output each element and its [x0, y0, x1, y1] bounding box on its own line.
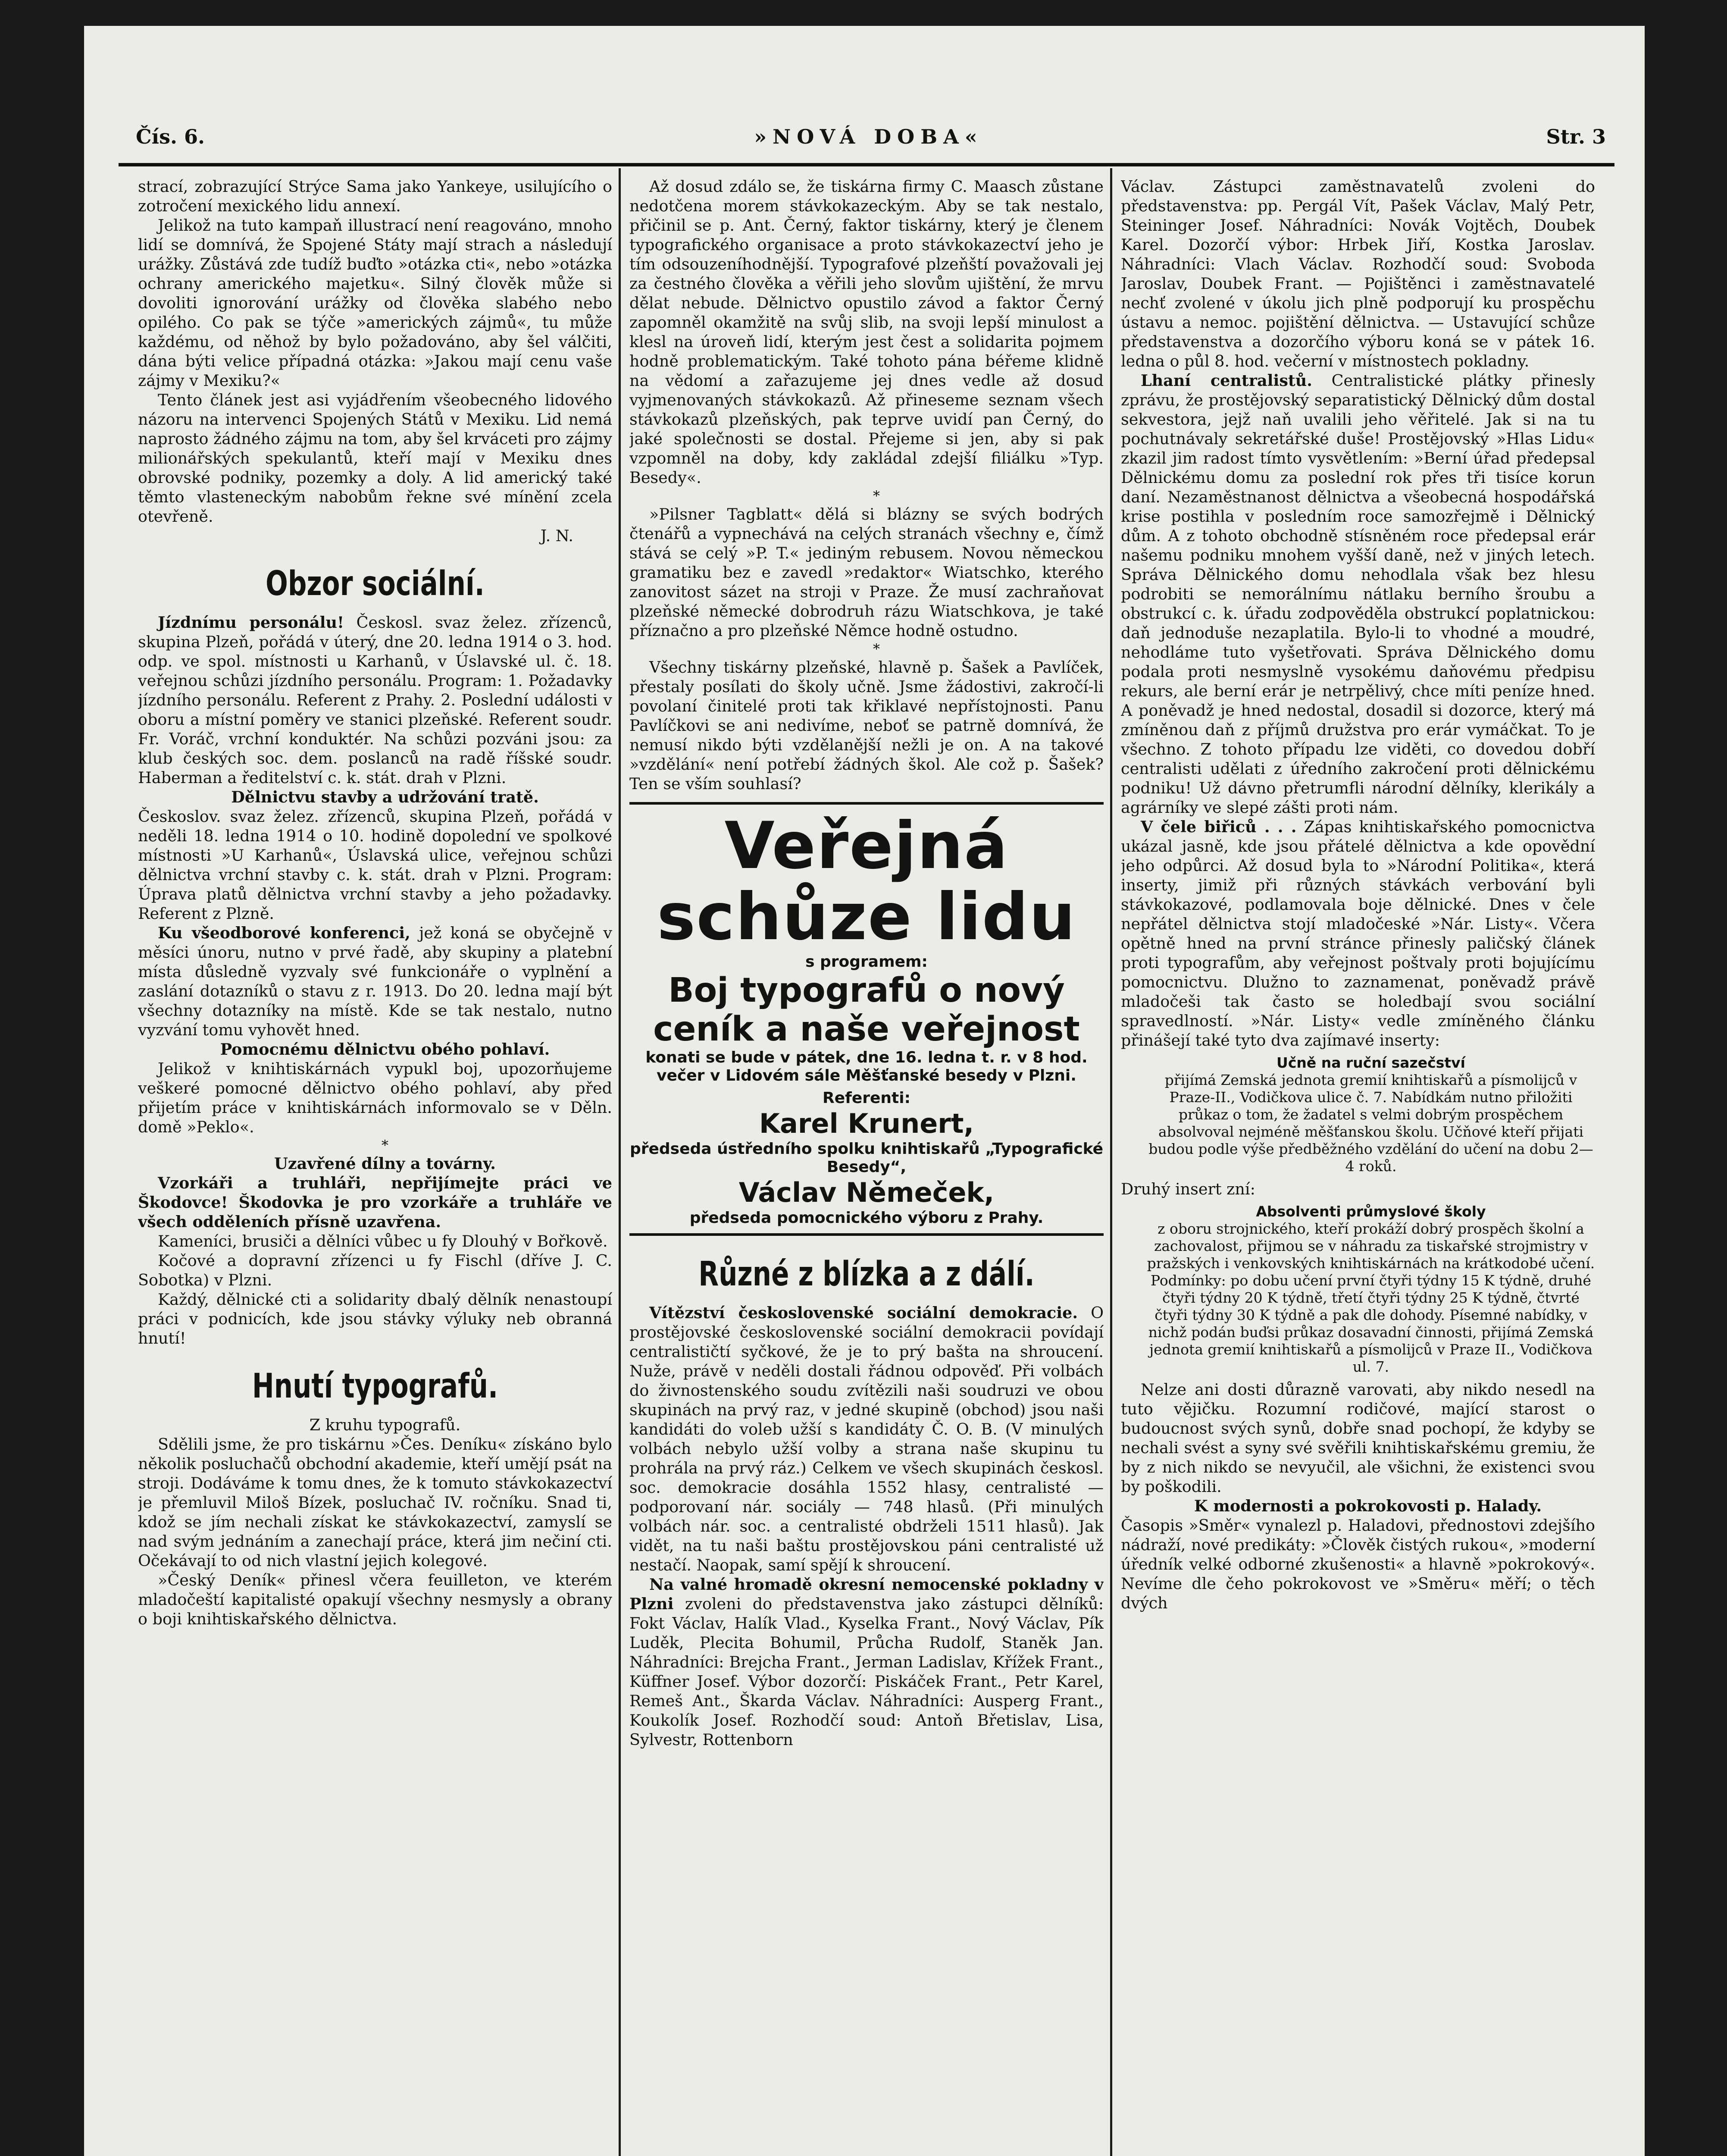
separator-star: * — [382, 1137, 388, 1153]
paragraph-heading: Lhaní centralistů. — [1141, 371, 1313, 390]
page-header — [136, 112, 1606, 160]
ad-program-label: s programem: — [805, 953, 928, 971]
section-title: Hnutí typografů. — [252, 1367, 498, 1406]
paragraph — [1121, 817, 1595, 1050]
paragraph: Jelikož v knihtiskárnách vypukl boj, upozorňujeme veškeré pomocné dělnictvo obého pohlaví, aby před přijetím práce v knihtiskárnách informovalo se v Děln. domě »Peklo«. — [138, 1059, 612, 1136]
paragraph-text: O prostějovské československé sociální demokracii povídají centralističtí syčkové, že je to prý bašta na shroucení. Nuže, právě v neděli dostali řádnou odpověď. Při volbách do živnostenského soudu zvítězili naši soudruzi ve obou skupinách na prvý raz, v jedné skupině (obchod) jsou naši kandidáti do voleb užší s kandidáty Č. O. B. (V minulých volbách nebylo užší volby a strana naše skupinu tu prohrála na prvý ráz.) Celkem ve všech skupinách českosl. soc. demokracie dosáhla 1552 hlasy, centralisté — podporovaní nár. sociály — 748 hlasů. (Při minulých volbách nár. soc. a centralisté obdrželi 1511 hlasů). Jak vidět, na tu naši baštu prostějovskou páni centralisté už nestačí. Naopak, samí spějí k shroucení. — [629, 1304, 1104, 1574]
paragraph: Tento článek jest asi vyjádřením všeobecného lidového názoru na intervenci Spojených Států v Mexiku. Lid nemá naprosto žádného zájmu na tom, aby šel krváceti pro zájmy milionářských spekulantů, kteří mají v Mexiku dnes obrovské podniky, pozemky a doly. A lid americký také těmto vlasteneckým nabobům řekne své mínění zcela otevřeně. — [138, 391, 612, 526]
quoted-insert — [1147, 1054, 1595, 1175]
paragraph — [138, 923, 612, 1040]
paragraph: Kočové a dopravní zřízenci u fy Fischl (dříve J. C. Sobotka) v Plzni. — [138, 1251, 612, 1289]
paragraph: Časopis »Směr« vynalezl p. Haladovi, přednostovi zdejšího nádraží, nové predikáty: »Člověk čistých rukou«, »moderní úředník velké odborné zkušenosti« a hlavně »pokrokový«. Nevíme dle čeho pokrokovost ve »Směru« měří; o těch dvých — [1121, 1516, 1595, 1612]
heading-text: Dělnictvu stavby a udržování tratě. — [231, 788, 539, 806]
insert-text: z oboru strojnického, kteří prokáží dobrý prospěch školní a zachovalost, přijmou se v náhradu za tiskařské strojmistry v pražských i venkovských knihtiskárnách na krátkodobé učení. Podmínky: po dobu učení první čtyři týdny 15 K týdně, druhé čtyři týdny 20 K týdně, třetí čtyři týdny 25 K týdně, čtvrté čtyři týdny 30 K týdně a pak dle dohody. Písemné nabídky, v nichž podán buďsi průkaz dosavadní činnosti, přijímá Zemská jednota gremií knihtiskařů a písmolijců v Praze II., Vodičkova ul. 7. — [1147, 1220, 1595, 1375]
heading-text: Pomocnému dělnictvu obého pohlaví. — [220, 1040, 550, 1059]
paragraph-heading: Ku všeodborové konferenci, — [158, 924, 410, 942]
column-3 — [1121, 177, 1595, 2156]
paragraph: Václav. Zástupci zaměstnavatelů zvoleni do představenstva: pp. Pergál Vít, Pašek Václav, Malý Petr, Steininger Josef. Náhradníci: Novák Vojtěch, Doubek Karel. Dozorčí výbor: Hrbek Jiří, Kostka Jaroslav. Náhradníci: Vlach Václav. Rozhodčí soud: Svoboda Jaroslav, Doubek Frant. — Pojištěnci i zaměstnavatelé nechť zvolené v úkolu jich plně podporují ku prospěchu ústavu a nemoc. pojištění dělnictva. — Ustavující schůze představenstva a dozorčího výboru koná se v pátek 16. ledna o půl 8. hod. večerní v místnostech pokladny. — [1121, 177, 1595, 370]
paragraph-text: Centralistické plátky přinesly zprávu, že prostějovský separatistický Dělnický dům dostal sekvestora, jejž naň uvalili jeho věřitelé. Jak si na tu pochutnávaly sekretářské duše! Prostějovský »Hlas Lidu« zkazil jim radost tímto vysvětlením: »Berní úřad předepsal Dělnickému domu za poslední rok přes tři tisíce korun daní. Nezaměstnanost dělnictva a všeobecná hospodářská krise postihla v posledním roce samozřejmě i Dělnický dům. A z tohoto obchodně stísněném roce předepsal erár našemu podniku mnohem vyšší daně, než v jiných letech. Správa Dělnického domu nehodlala však bez hlesu podrobiti se nemorálnímu nátlaku berního šroubu a obstrukcí c. k. úřadu zodpověděla obstrukcí poplatnickou: daň jednoduše nezaplatila. Bylo-li to vhodné a moudré, nehodláme tuto vyšetřovati. Správa Dělnického domu podala proti nesmyslně vysokému daňovému předpisu rekurs, ale berní erár je netrpělivý, chce míti peníze hned. A poněvadž je hned nedostal, dosadil si dozorce, který má zmíněnou daň z příjmů družstva pro erár vymáčkat. To je všechno. Z tohoto případu lze viděti, co dovedou dobří centralisti udělati z úředního zakročení proti dělnickému podniku! Už dávno přetrumfli národní dělníky, klerikály a agrárníky ve slepé zášti proti nám. — [1121, 371, 1595, 817]
paragraph: Všechny tiskárny plzeňské, hlavně p. Šašek a Pavlíček, přestaly posílati do školy učně. Jsme žádostivi, zakročí-li povolaní činitelé proti tak křiklavé nepřístojnosti. Panu Pavlíčkovi se ani nedivíme, neboť se patrně domnívá, že nemusí nikdo býti vzdělanější nežli je on. A na takové »vzdělání« není potřebí žádných škol. Ale což p. Šašek? Ten se vším souhlasí? — [629, 658, 1104, 793]
paragraph-heading — [1121, 1496, 1595, 1516]
paragraph-heading: Jízdnímu personálu! — [158, 613, 344, 632]
paragraph-text: zvoleni do představenstva jako zástupci dělníků: Fokt Václav, Halík Vlad., Kyselka Frant., Nový Václav, Pík Luděk, Plecita Bohumil, Průcha Rudolf, Staněk Jan. Náhradníci: Brejcha Frant., Jerman Ladislav, Křížek Frant., Küffner Josef. Výbor dozorčí: Piskáček Frant., Petr Karel, Remeš Ant., Škarda Václav. Náhradníci: Ausperg Frant., Koukolík Josef. Rozhodčí soud: Antoň Břetislav, Lisa, Sylvestr, Rottenborn — [629, 1595, 1104, 1749]
paragraph-text: jež koná se obyčejně v měsíci únoru, nutno v prvé řadě, aby skupiny a platební místa důsledně vyzvaly své funkcionáře o vyplnění a zaslání dotazníků o stavu z r. 1913. Do 20. ledna mají být všechny dotazníky na místě. Kde se tak nestalo, nutno vyzvání tomu vyhovět hned. — [138, 924, 612, 1039]
ad-referents-label: Referenti: — [823, 1089, 910, 1107]
ad-date-place: konati se bude v pátek, dne 16. ledna t. r. v 8 hod. večer v Lidovém sále Měšťanské besedy v Plzni. — [645, 1049, 1088, 1084]
paragraph: Nelze ani dosti důrazně varovati, aby nikdo nesedl na tuto vějičku. Rozumní rodičové, mající starost o budoucnost svých synů, dobře snad pochopí, že kdyby se nechali svést a syny své svěřili knihtiskařskému gremiu, že by z nich nikdo se nevyučil, ale všichni, že existenci svou by poškodili. — [1121, 1380, 1595, 1496]
paragraph: Až dosud zdálo se, že tiskárna firmy C. Maasch zůstane nedotčena morem stávkokazeckým. Aby se tak nestalo, přičinil se p. Ant. Černý, faktor tiskárny, který je členem typografického organisace a proto stávkokazectví jeho je tím odsouzeníhodnější. Typografové plzeňští považovali jej za čestného člověka a věřili jeho slovům ujištění, že mrvu dělat nebude. Dělnictvo opustilo závod a faktor Černý zapomněl okamžitě na svůj slib, na svoji lepší minulost a klesl na úroveň lidí, kterým jest čest a solidarita pojmem hodně problematickým. Také tohoto pána béřeme klidně na vědomí a zařazujeme jej dnes vedle až dosud vyjmenovaných stávkokazů. Až přineseme seznam všech stávkokazů plzeňských, pak teprve uvidí pan Černý, do jaké společnosti se dostal. Přejeme si jen, aby si pak vzpomněl na doby, kdy zakládal zdejší filiálku »Typ. Besedy«. — [629, 177, 1104, 487]
insert-text: přijímá Zemská jednota gremií knihtiskařů a písmolijců v Praze-II., Vodičkova ulice č. 7. Nabídkám nutno přiložiti průkaz o tom, že žadatel s velmi dobrým prospěchem absolvoval nejméně měšťanskou školu. Učňové kteří přijati budou podle výše předběžného vzdělání do učení na dobu 2—4 roků. — [1148, 1072, 1593, 1175]
page-number: Str. 3 — [1546, 125, 1606, 148]
paragraph: »Český Deník« přinesl včera feuilleton, ve kterém mladočeští kapitalisté opakují všechny nesmysly a obrany o boji knihtiskařského dělnictva. — [138, 1571, 612, 1628]
section-title: Různé z blízka a z dálí. — [698, 1255, 1035, 1294]
section-title: Obzor sociální. — [266, 564, 485, 603]
paragraph: Sdělili jsme, že pro tiskárnu »Čes. Deníku« získáno bylo několik posluchačů obchodní akademie, kteří umějí psát na stroji. Dodáváme k tomu dnes, že k tomuto stávkokazectví je přemluvil Miloš Bízek, posluchač IV. ročníku. Snad ti, kdož se jím nechali získat ke stávkokazectví, zamyslí se nad svým jednáním a zanechají práce, která jim nečiní cti. Očekávají to od nich vlastní jejich kolegové. — [138, 1435, 612, 1570]
paragraph: Druhý insert zní: — [1121, 1180, 1255, 1198]
ad-title-line-2: schůze lidu — [657, 880, 1076, 955]
subtitle: Z kruhu typografů. — [309, 1416, 461, 1434]
paragraph-heading: Vítězství československé sociální demokracie. — [649, 1304, 1078, 1322]
subsection-heading — [138, 1154, 612, 1173]
separator-star: * — [873, 641, 880, 657]
paragraph — [138, 1173, 612, 1232]
paragraph — [1121, 371, 1595, 817]
paragraph — [138, 613, 612, 787]
quoted-insert — [1147, 1203, 1595, 1376]
advertisement-box — [629, 802, 1104, 1236]
paragraph-text: Českosl. svaz želez. zřízenců, skupina Plzeň, pořádá v úterý, dne 20. ledna 1914 o 3. hod. odp. ve spol. místnosti u Karhanů, v Úslavské ul. č. 18. veřejnou schůzi jízdního personálu. Program: 1. Požadavky jízdního personálu. Referent z Prahy. 2. Poslední události v oboru a místní poměry ve stanici plzeňské. Referent soudr. Fr. Voráč, vrchní konduktér. Na schůzi pozváni jsou: za klub českých soc. dem. poslanců na radě říšské soudr. Haberman a ředitelství c. k. stát. drah v Plzni. — [138, 613, 612, 787]
signature: J. N. — [540, 526, 573, 545]
column-divider-1 — [619, 168, 621, 2156]
paragraph-heading — [138, 787, 612, 807]
heading-text: K modernosti a pokrokovosti p. Halady. — [1194, 1497, 1542, 1515]
separator-star: * — [873, 488, 880, 504]
paragraph-heading — [138, 1040, 612, 1059]
column-2 — [629, 177, 1104, 2156]
ad-topic-line-1: Boj typografů o nový — [668, 971, 1065, 1010]
emphasis-text: Vzorkáři a truhláři, nepřijímejte práci ve Škodovce! Škodovka je pro vzorkáře a truhláře ve všech odděleních přísně uzavřena. — [138, 1174, 612, 1231]
ad-referent-name: Václav Němeček, — [738, 1177, 995, 1208]
paragraph: Českoslov. svaz želez. zřízenců, skupina Plzeň, pořádá v neděli 18. ledna 1914 o 10. hodině dopolední ve spolkové místnosti »U Karhanů«, Úslavská ulice, veřejnou schůzi dělnictva vrchní stavby c. k. stát. drah v Plzni. Program: Úprava platů dělnictva vrchní stavby a jeho požadavky. Referent z Plzně. — [138, 807, 612, 923]
insert-title: Absolventi průmyslové školy — [1256, 1203, 1486, 1220]
insert-title: Učně na ruční sazečství — [1276, 1054, 1465, 1071]
issue-number: Čís. 6. — [136, 125, 205, 148]
column-divider-2 — [1110, 168, 1112, 2156]
ad-referent-name: Karel Krunert, — [759, 1108, 974, 1139]
heading-text: Uzavřené dílny a továrny. — [274, 1154, 496, 1173]
paragraph: »Pilsner Tagblatt« dělá si blázny se svých bodrých čtenářů a vypnechává na celých stranách všechny e, čímž stává se celý »P. T.« jediným rebusem. Novou německou gramatiku bez e zavedl »redaktor« Wiatschko, kterého zanovitost sázet na stroji v Praze. Že musí zachraňovat plzeňské německé dobrodruh rázu Wiatschkova, je také příznačno a pro plzeňské Němce hodně ostudno. — [629, 505, 1104, 640]
ad-title-line-1: Veřejná — [724, 808, 1009, 884]
paragraph-text: Zápas knihtiskařského pomocnictva ukázal jasně, kde jsou přátelé dělnictva a kde opovědní jeho odpůrci. Až dosud byla to »Národní Politika«, která inserty, jimiž při různých stávkách verbování byli stávkokazové, podlamovala boje dělnické. Dnes v čele nepřátel dělnictva stojí mladočeské »Nár. Listy«. Včera opětně hned na první stránce přinesly paličský článek proti typografům, aby veřejnost poštvaly proti bojujícímu pomocnictvu. Dlužno to zaznamenat, poněvadž právě mladočeši tak často se holedbají svou sociální spravedlností. »Nár. Listy« vedle zmíněného článku přinášejí také tyto dva zajímavé inserty: — [1121, 818, 1595, 1050]
ad-referent-desc: předseda pomocnického výboru z Prahy. — [689, 1209, 1044, 1227]
paragraph-heading: V čele biřiců . . . — [1141, 818, 1297, 836]
ad-topic-line-2: ceník a naše veřejnost — [653, 1010, 1080, 1049]
paragraph — [629, 1575, 1104, 1749]
header-rule — [119, 163, 1614, 166]
newspaper-page — [84, 26, 1645, 2156]
masthead: »NOVÁ DOBA« — [754, 125, 983, 148]
ad-referent-desc: předseda ústředního spolku knihtiskařů „Typografické Besedy“, — [629, 1140, 1104, 1176]
paragraph: Kameníci, brusiči a dělníci vůbec u fy Dlouhý v Bořkově. — [158, 1232, 608, 1250]
paragraph — [629, 1303, 1104, 1575]
paragraph: strací, zobrazující Strýce Sama jako Yankeye, usilujícího o zotročení mexického lidu annexí. — [138, 177, 612, 215]
paragraph: Každý, dělnické cti a solidarity dbalý dělník nenastoupí práci v podnicích, kde jsou stávky výluky neb obranná hnutí! — [138, 1290, 612, 1348]
paragraph: Jelikož na tuto kampaň illustrací není reagováno, mnoho lidí se domnívá, že Spojené Státy mají strach a následují urážky. Zůstává zde tudíž buďto »otázka cti«, nebo »otázka ochrany amerického majetku«. Silný člověk může si dovoliti ignorování urážky od člověka slabého nebo opilého. Co pak se týče »amerických zájmů«, tu může každému, od něhož by bylo požadováno, aby šel válčiti, dána býti velice případná otázka: »Jakou mají cenu vaše zájmy v Mexiku?« — [138, 216, 612, 390]
paragraph-heading: Na valné hromadě okresní nemocenské pokladny v Plzni — [629, 1575, 1104, 1613]
column-1 — [138, 177, 612, 2156]
